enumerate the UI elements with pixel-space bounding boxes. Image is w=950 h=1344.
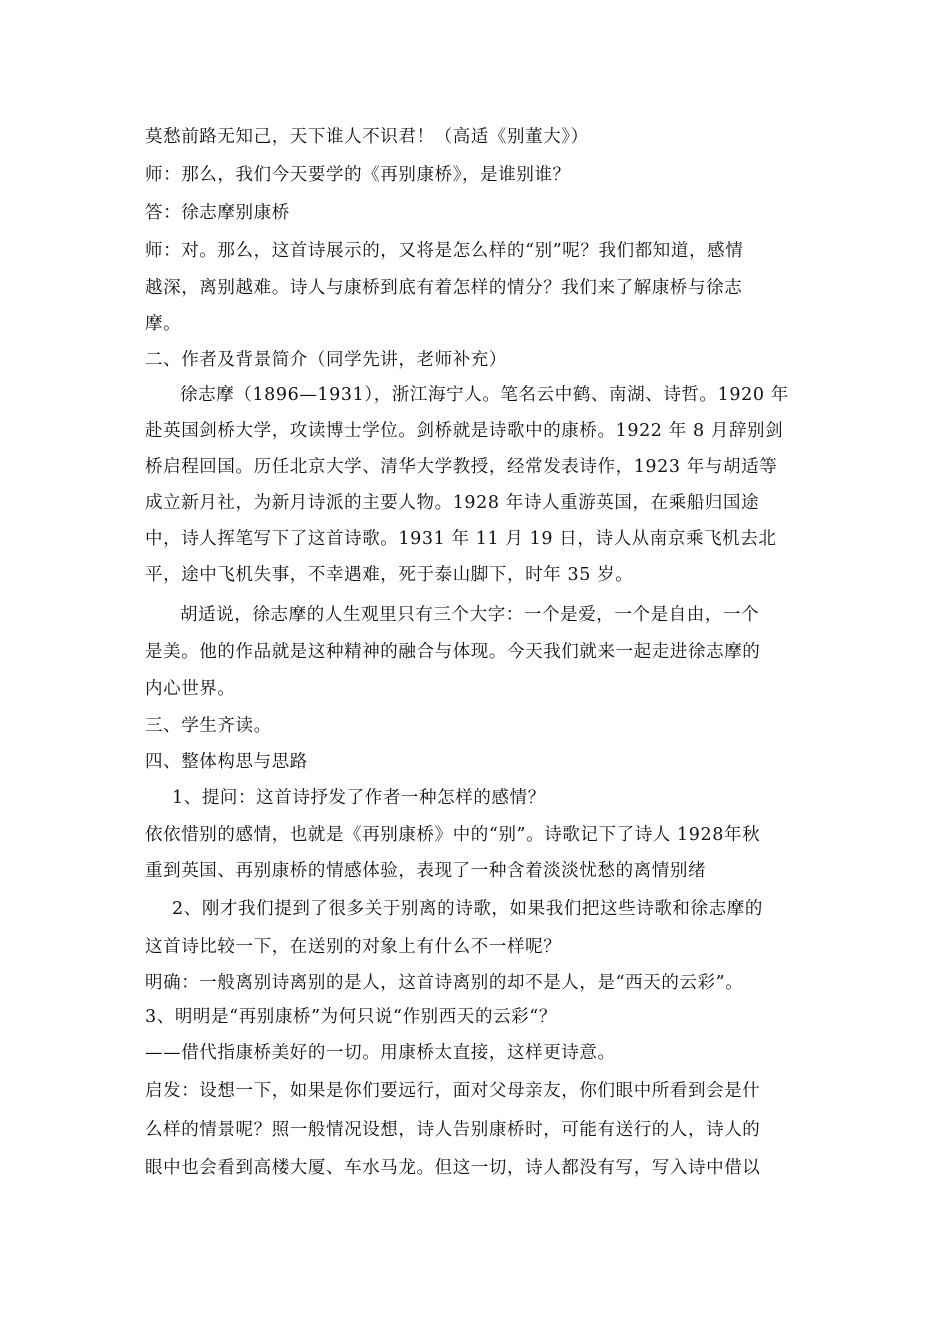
hu-shi-paragraph-line-2: 是美。他的作品就是这种精神的融合与体现。今天我们就来一起走进徐志摩的 bbox=[145, 642, 761, 662]
question-2-line-1: 2、刚才我们提到了很多关于别离的诗歌，如果我们把这些诗歌和徐志摩的 bbox=[172, 899, 763, 919]
section-heading-author: 二、作者及背景简介（同学先讲，老师补充） bbox=[145, 350, 507, 370]
answer-3-line: ——借代指康桥美好的一切。用康桥太直接，这样更诗意。 bbox=[145, 1043, 616, 1063]
section-heading-reading: 三、学生齐读。 bbox=[145, 716, 272, 736]
author-bio-line-4: 成立新月社，为新月诗派的主要人物。1928 年诗人重游英国，在乘船归国途 bbox=[145, 493, 760, 513]
inspiration-line-3: 眼中也会看到高楼大厦、车水马龙。但这一切，诗人都没有写，写入诗中借以 bbox=[145, 1158, 761, 1178]
answer-1-line-2: 重到英国、再别康桥的情感体验，表现了一种含着淡淡忧愁的离情别绪 bbox=[145, 861, 707, 881]
question-1-line: 1、提问：这首诗抒发了作者一种怎样的感情？ bbox=[172, 788, 546, 808]
hu-shi-paragraph-line-3: 内心世界。 bbox=[145, 679, 236, 699]
teacher-paragraph-line-2: 越深，离别越难。诗人与康桥到底有着怎样的情分？我们来了解康桥与徐志 bbox=[145, 278, 743, 298]
answer-1-line-1: 依依惜别的感情，也就是《再别康桥》中的“别”。诗歌记下了诗人 1928年秋 bbox=[145, 825, 761, 845]
question-3-line: 3、明明是“再别康桥”为何只说“作别西天的云彩“？ bbox=[145, 1007, 557, 1027]
question-2-line-2: 这首诗比较一下，在送别的对象上有什么不一样呢？ bbox=[145, 937, 562, 957]
teacher-question-line: 师：那么，我们今天要学的《再别康桥》，是谁别谁？ bbox=[145, 165, 571, 185]
teacher-paragraph-line-3: 摩。 bbox=[145, 314, 182, 334]
author-bio-line-5: 中，诗人挥笔写下了这首诗歌。1931 年 11 月 19 日，诗人从南京乘飞机去北 bbox=[145, 529, 777, 549]
teacher-paragraph-line-1: 师：对。那么，这首诗展示的，又将是怎么样的“别”呢？我们都知道，感情 bbox=[145, 241, 744, 261]
student-answer-line: 答：徐志摩别康桥 bbox=[145, 203, 290, 223]
inspiration-line-1: 启发：设想一下，如果是你们要远行，面对父母亲友，你们眼中所看到会是什 bbox=[145, 1081, 761, 1101]
author-bio-line-1: 徐志摩（1896—1931），浙江海宁人。笔名云中鹤、南湖、诗哲。1920 年 bbox=[180, 385, 789, 405]
poem-quote-line: 莫愁前路无知己，天下谁人不识君！（高适《别董大》） bbox=[145, 127, 589, 147]
author-bio-line-2: 赴英国剑桥大学，攻读博士学位。剑桥就是诗歌中的康桥。1922 年 8 月辞别剑 bbox=[145, 421, 784, 441]
inspiration-line-2: 么样的情景呢？照一般情况设想，诗人告别康桥时，可能有送行的人，诗人的 bbox=[145, 1120, 761, 1140]
author-bio-line-3: 桥启程回国。历任北京大学、清华大学教授，经常发表诗作，1923 年与胡适等 bbox=[145, 457, 778, 477]
hu-shi-paragraph-line-1: 胡适说，徐志摩的人生观里只有三个大字：一个是爱，一个是自由，一个 bbox=[180, 605, 760, 625]
answer-2-line: 明确：一般离别诗离别的是人，这首诗离别的却不是人，是“西天的云彩”。 bbox=[145, 973, 744, 993]
section-heading-structure: 四、整体构思与思路 bbox=[145, 752, 308, 772]
author-bio-line-6: 平，途中飞机失事，不幸遇难，死于泰山脚下，时年 35 岁。 bbox=[145, 565, 634, 585]
